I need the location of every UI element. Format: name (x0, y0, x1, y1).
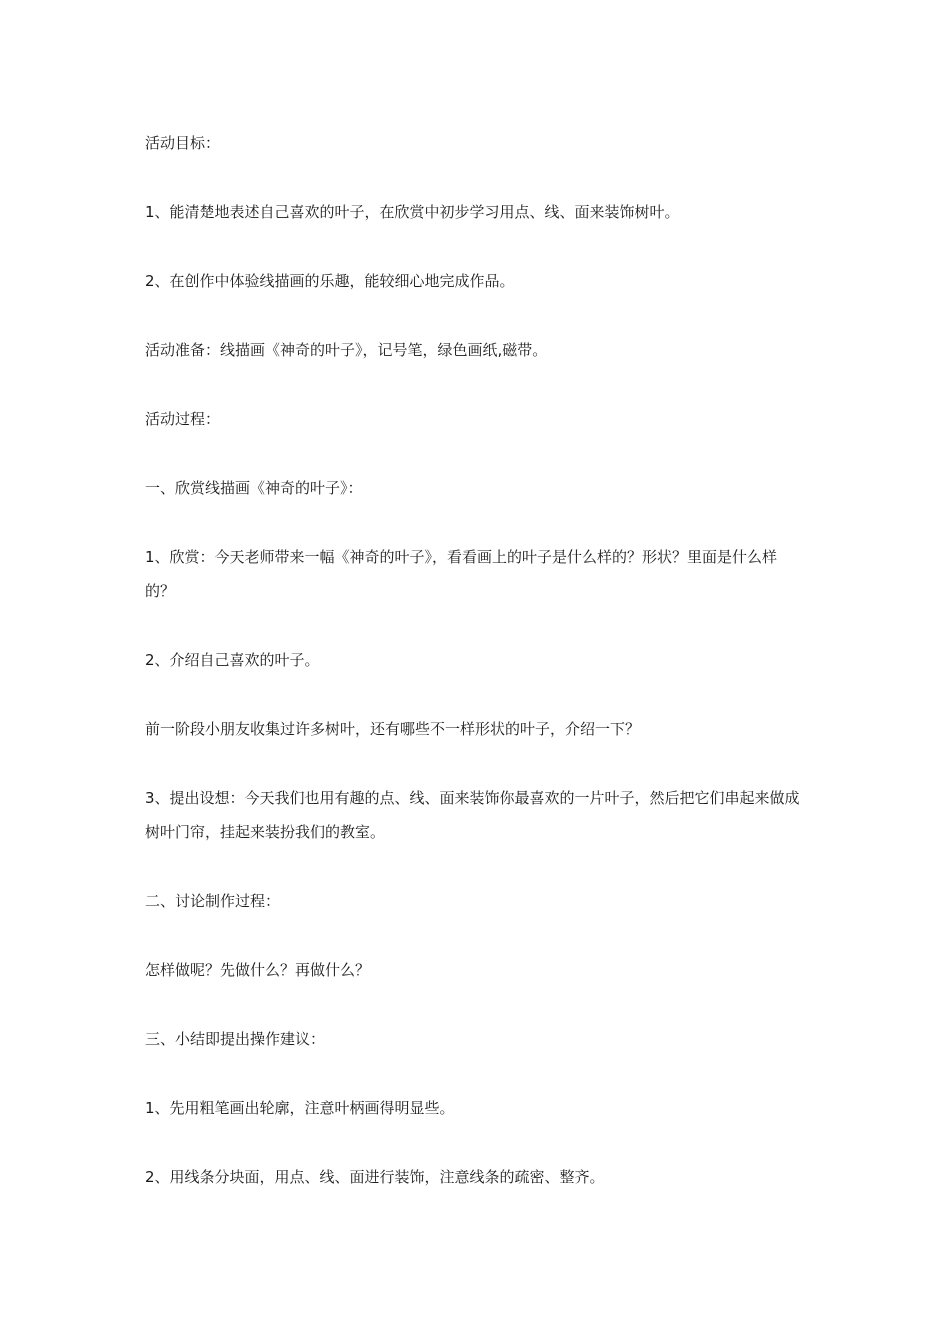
section-1-item-1: 1、欣赏：今天老师带来一幅《神奇的叶子》，看看画上的叶子是什么样的？形状？里面是什么样的？ (145, 548, 778, 600)
activity-preparation: 活动准备：线描画《神奇的叶子》，记号笔，绿色画纸,磁带。 (145, 341, 548, 359)
section-2-heading: 二、讨论制作过程： (145, 892, 281, 910)
heading-activity-goals: 活动目标： (145, 134, 221, 152)
goal-item-2: 2、在创作中体验线描画的乐趣，能较细心地完成作品。 (145, 272, 515, 290)
section-3-item-1: 1、先用粗笔画出轮廓，注意叶柄画得明显些。 (145, 1099, 455, 1117)
section-1-item-2: 2、介绍自己喜欢的叶子。 (145, 651, 320, 669)
section-1-note: 前一阶段小朋友收集过许多树叶，还有哪些不一样形状的叶子，介绍一下？ (145, 720, 641, 738)
section-2-text: 怎样做呢？先做什么？再做什么？ (145, 961, 371, 979)
goal-item-1: 1、能清楚地表述自己喜欢的叶子，在欣赏中初步学习用点、线、面来装饰树叶。 (145, 203, 680, 221)
heading-activity-process: 活动过程： (145, 410, 221, 428)
section-1-heading: 一、欣赏线描画《神奇的叶子》： (145, 479, 363, 497)
section-1-item-3: 3、提出设想：今天我们也用有趣的点、线、面来装饰你最喜欢的一片叶子，然后把它们串起来做成树叶门帘，挂起来装扮我们的教室。 (145, 789, 800, 841)
document-body (145, 126, 805, 1229)
section-3-item-2: 2、用线条分块面，用点、线、面进行装饰，注意线条的疏密、整齐。 (145, 1168, 605, 1186)
section-3-heading: 三、小结即提出操作建议： (145, 1030, 326, 1048)
